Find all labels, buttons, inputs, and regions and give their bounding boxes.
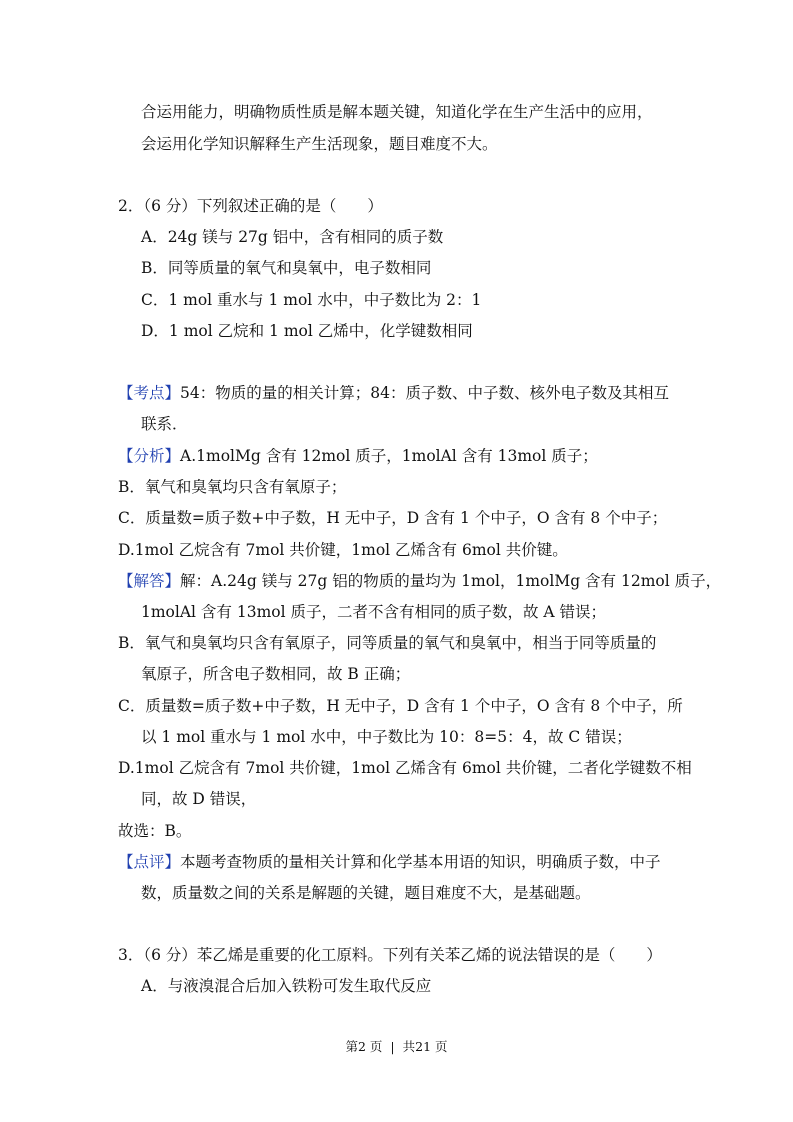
kaodian-text: 54：物质的量的相关计算；84：质子数、中子数、核外电子数及其相互: [180, 384, 669, 402]
jieda-b1: B．氧气和臭氧均只含有氧原子，同等质量的氧气和臭氧中，相当于同等质量的: [118, 634, 657, 652]
jieda-c2: 以 1 mol 重水与 1 mol 水中，中子数比为 10：8=5：4，故 C 错误；: [141, 728, 632, 746]
question-3-option-a: A．与液溴混合后加入铁粉可发生取代反应: [141, 977, 432, 995]
question-2-option-a: A．24g 镁与 27g 铝中，含有相同的质子数: [141, 228, 444, 246]
dianping-line: [118, 852, 661, 872]
intro-line-1: 合运用能力，明确物质性质是解本题关键，知道化学在生产生活中的应用，: [141, 103, 653, 121]
fenxi-text: A.1molMg 含有 12mol 质子，1molAl 含有 13mol 质子；: [180, 447, 598, 465]
page-total: 共21 页: [402, 1039, 448, 1054]
jieda-b2: 氧原子，所含电子数相同，故 B 正确；: [141, 665, 411, 683]
jieda-tag: 【解答】: [118, 572, 181, 590]
question-2-option-d: D．1 mol 乙烷和 1 mol 乙烯中，化学键数相同: [141, 322, 473, 340]
page-number: 第2 页: [345, 1039, 383, 1054]
jieda-a1: 解：A.24g 镁与 27g 铝的物质的量均为 1mol，1molMg 含有 12mol 质子，: [180, 572, 722, 590]
fenxi-b: B．氧气和臭氧均只含有氧原子；: [118, 478, 347, 496]
footer-separator: |: [390, 1039, 395, 1054]
question-2-stem: 2．（6 分）下列叙述正确的是（ ）: [118, 197, 383, 215]
jieda-d2: 同，故 D 错误，: [141, 790, 257, 808]
dianping-tag: 【点评】: [118, 853, 181, 871]
kaodian-continued: 联系．: [141, 415, 188, 433]
fenxi-d: D.1mol 乙烷含有 7mol 共价键，1mol 乙烯含有 6mol 共价键。: [118, 541, 568, 559]
jieda-a2: 1molAl 含有 13mol 质子，二者不含有相同的质子数，故 A 错误；: [141, 603, 607, 621]
kaodian-line: [118, 383, 669, 403]
question-2-option-b: B．同等质量的氧气和臭氧中，电子数相同: [141, 259, 432, 277]
intro-line-2: 会运用化学知识解释生产生活现象，题目难度不大。: [141, 135, 498, 153]
jieda-line: [118, 571, 721, 591]
jieda-d1: D.1mol 乙烷含有 7mol 共价键，1mol 乙烯含有 6mol 共价键，二者化学键数不相: [118, 759, 692, 777]
page-footer: [0, 1038, 793, 1056]
fenxi-line: [118, 446, 598, 466]
dianping-continued: 数，质量数之间的关系是解题的关键，题目难度不大，是基础题。: [141, 884, 591, 902]
kaodian-tag: 【考点】: [118, 384, 181, 402]
fenxi-c: C．质量数=质子数+中子数，H 无中子，D 含有 1 个中子，O 含有 8 个中子；: [118, 509, 668, 527]
fenxi-tag: 【分析】: [118, 447, 181, 465]
question-3-stem: 3．（6 分）苯乙烯是重要的化工原料。下列有关苯乙烯的说法错误的是（ ）: [118, 946, 662, 964]
question-2-option-c: C．1 mol 重水与 1 mol 水中，中子数比为 2：1: [141, 291, 482, 309]
jieda-c1: C．质量数=质子数+中子数，H 无中子，D 含有 1 个中子，O 含有 8 个中子，所: [118, 697, 683, 715]
dianping-text: 本题考查物质的量相关计算和化学基本用语的知识，明确质子数，中子: [180, 853, 661, 871]
answer-line: 故选：B。: [118, 822, 192, 840]
